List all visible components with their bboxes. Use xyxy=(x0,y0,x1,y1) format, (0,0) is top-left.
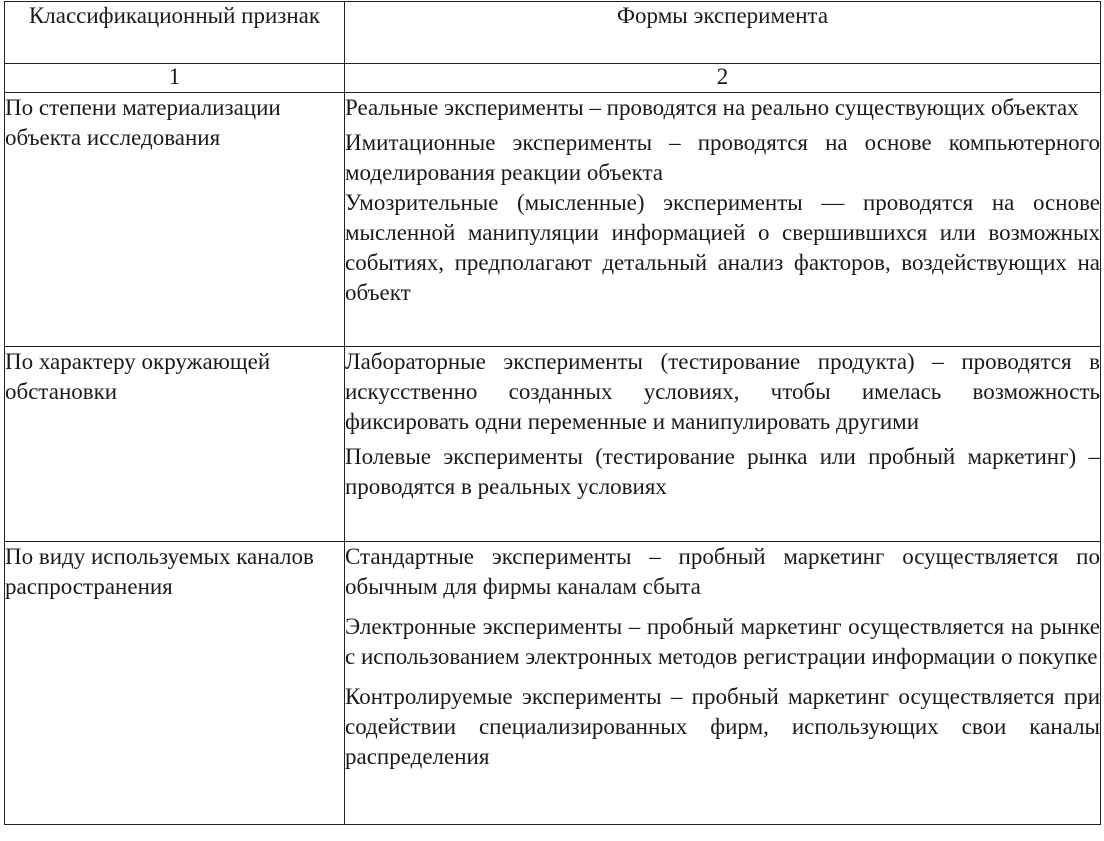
form-item: Полевые эксперименты (тестирование рынка или пробный маркетинг) – проводятся в реальных условиях xyxy=(345,444,1100,499)
forms-cell xyxy=(345,347,1101,542)
form-item: Контролируемые эксперименты – пробный маркетинг осуществляется при содействии специализированных фирм, использующих свои каналы распределения xyxy=(345,684,1100,769)
form-item: Стандартные эксперименты – пробный маркетинг осуществляется по обычным для фирмы каналам сбыта xyxy=(345,544,1100,599)
form-item: Имитационные эксперименты – проводятся на основе компьютерного моделирования реакции объекта xyxy=(345,130,1100,185)
table-row-environment xyxy=(5,347,1101,542)
table-row-materialization xyxy=(5,93,1101,347)
forms-cell xyxy=(345,542,1101,825)
criterion-cell: По характеру окружающей обстановки xyxy=(5,347,345,542)
form-item: Умозрительные (мысленные) эксперименты — проводятся на основе мысленной манипуляции информацией о свершившихся или возможных событиях, предполагают детальный анализ факторов, воздействующих на объект xyxy=(345,190,1100,305)
table-row-channels xyxy=(5,542,1101,825)
column-number-1: 1 xyxy=(5,64,345,93)
form-item: Электронные эксперименты – пробный маркетинг осуществляется на рынке с использованием электронных методов регистрации информации о покупке xyxy=(345,614,1100,669)
header-row xyxy=(5,2,1101,64)
criterion-cell: По степени материализации объекта исследования xyxy=(5,93,345,347)
header-forms: Формы эксперимента xyxy=(345,2,1101,64)
criterion-cell: По виду используемых каналов распространения xyxy=(5,542,345,825)
form-item: Лабораторные эксперименты (тестирование продукта) – проводятся в искусственно созданных условиях, чтобы имелась возможность фиксировать одни переменные и манипулировать другими xyxy=(345,349,1100,434)
form-item: Реальные эксперименты – проводятся на реально существующих объектах xyxy=(345,95,1079,120)
column-number-2: 2 xyxy=(345,64,1101,93)
forms-cell xyxy=(345,93,1101,347)
column-number-row xyxy=(5,64,1101,93)
experiment-forms-table xyxy=(4,1,1101,825)
header-criterion: Классификационный признак xyxy=(5,2,345,64)
